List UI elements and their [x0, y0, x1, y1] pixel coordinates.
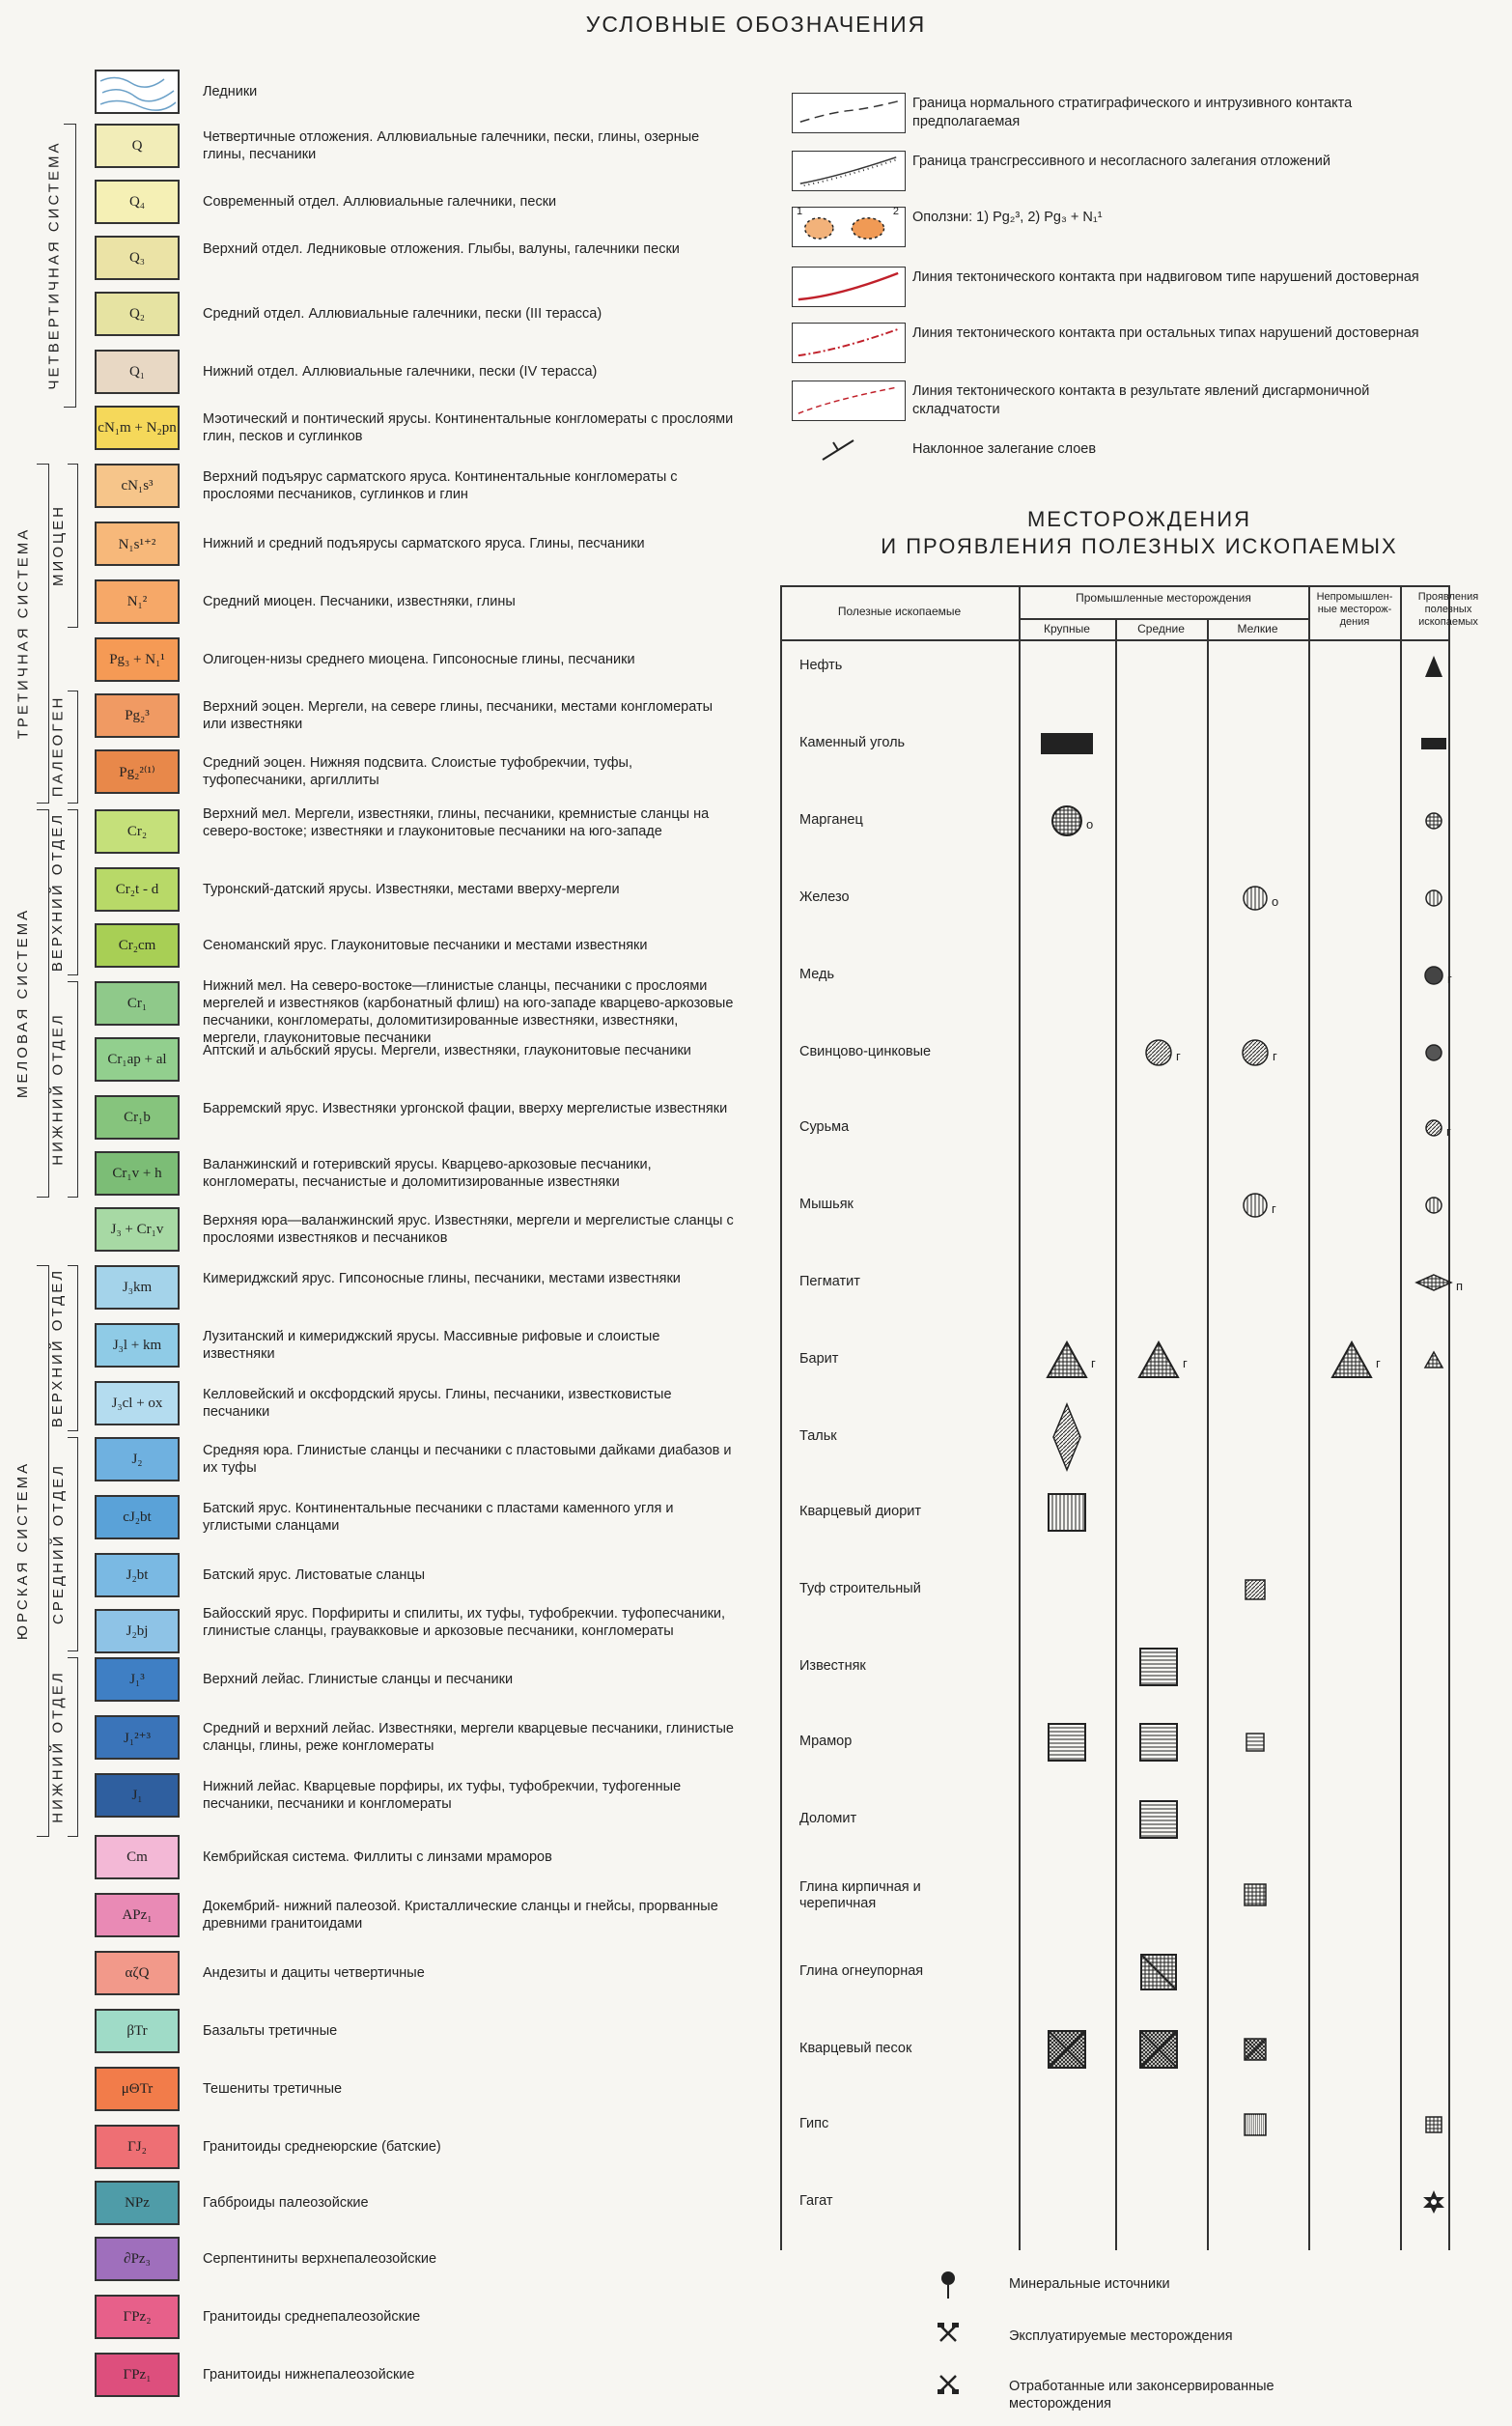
deposit-symbol-medium	[1139, 1953, 1178, 1991]
strat-description: Гранитоиды нижнепалеозойские	[203, 2367, 415, 2383]
strat-swatch	[95, 1495, 180, 1539]
strat-description: Габброиды палеозойские	[203, 2195, 369, 2211]
strat-swatch	[95, 1151, 180, 1196]
contact-symbol	[792, 267, 906, 307]
contact-symbol	[792, 381, 906, 421]
deposit-symbol-small	[1241, 1038, 1270, 1067]
deposit-symbol-large	[1039, 731, 1095, 756]
deposit-symbol-medium	[1138, 1647, 1179, 1687]
strat-code: N₁²	[126, 593, 148, 609]
strat-code: Q₄	[128, 193, 146, 210]
strat-code: Cr₂t - d	[115, 881, 159, 897]
mineral-name: Каменный уголь	[799, 735, 906, 750]
strat-code: APz₁	[122, 1906, 153, 1923]
strat-code: Pg₃ + N₁¹	[109, 651, 165, 667]
deposit-symbol-manif	[1423, 1350, 1444, 1369]
table-rule	[1308, 585, 1310, 2250]
label-cret-upper: ВЕРХНИЙ ОТДЕЛ	[49, 811, 67, 972]
strat-swatch	[95, 1381, 180, 1425]
strat-code: αζQ	[125, 1964, 150, 1981]
deposit-symbol-large	[1051, 1402, 1082, 1472]
strat-description: Сеноманский ярус. Глауконитовые песчаники и местами известняки	[203, 938, 648, 953]
mineral-name: Железо	[799, 889, 850, 905]
label-cret-lower: НИЖНИЙ ОТДЕЛ	[49, 1011, 67, 1166]
strat-description: Мэотический и понтический ярусы. Континентальные конгломераты с прослоями глин, песков и суглинков	[203, 411, 734, 444]
strat-description: Нижний мел. На северо-востоке—глинистые сланцы, песчаники с прослоями мергелей и известняков (карбонатный флиш) на юго-западе кварцево-аркозовые песчаники, конгломераты, доломитизированные известняки, известняки, мергели, глауконитовые песчаники	[203, 978, 734, 1046]
bottom-legend-text: Отработанные или законсервированные месторождения	[1009, 2379, 1274, 2412]
strat-code: ΓPz₁	[123, 2366, 152, 2383]
label-jur-lower: НИЖНИЙ ОТДЕЛ	[49, 1669, 67, 1823]
strat-code: J₁	[131, 1787, 143, 1803]
strat-code: J₁²⁺³	[124, 1730, 151, 1746]
deposit-symbol-large	[1050, 804, 1083, 837]
strat-code: Cr₁b	[124, 1109, 151, 1125]
strat-swatch	[95, 2353, 180, 2397]
strat-description: Средний отдел. Аллювиальные галечники, пески (III терасса)	[203, 306, 602, 322]
strat-swatch	[95, 124, 180, 168]
table-rule	[780, 639, 1448, 641]
strat-swatch	[95, 2237, 180, 2281]
strat-code: Cr₁ap + al	[107, 1051, 167, 1067]
strat-description: Лузитанский и кимериджский ярусы. Массивные рифовые и слоистые известняки	[203, 1329, 660, 1362]
table-header-small: Мелкие	[1237, 622, 1278, 635]
strat-description: Верхний эоцен. Мергели, на севере глины, песчаники, местами конгломераты или известняки	[203, 699, 714, 732]
contact-description: Граница нормального стратиграфического и интрузивного контакта предполагаемая	[912, 96, 1353, 129]
deposits-title	[782, 506, 1497, 560]
mineral-name: Медь	[799, 967, 835, 982]
strat-description: Докембрий- нижний палеозой. Кристаллические сланцы и гнейсы, прорванные древними гранитоидами	[203, 1899, 718, 1932]
deposit-symbol-small	[1243, 2037, 1268, 2062]
strat-swatch	[95, 2181, 180, 2225]
strat-swatch	[95, 1323, 180, 1368]
contact-description: Наклонное залегание слоев	[912, 441, 1097, 457]
strat-code: ∂Pz₃	[124, 2250, 151, 2267]
table-header-large: Крупные	[1044, 622, 1090, 635]
contact-symbol	[792, 323, 906, 363]
strat-description: Средняя юра. Глинистые сланцы и песчаники с пластовыми дайками диабазов и их туфы	[203, 1443, 732, 1476]
symbol-note: г	[1091, 1356, 1096, 1370]
strat-description: Верхняя юра—валанжинский ярус. Известняки, мергели и мергелистые сланцы с прослоями известняков и песчаников	[203, 1213, 734, 1246]
deposits-title-line2: И ПРОЯВЛЕНИЯ ПОЛЕЗНЫХ ИСКОПАЕМЫХ	[881, 534, 1398, 558]
mineral-name: Гагат	[799, 2193, 833, 2209]
strat-swatch	[95, 2067, 180, 2111]
deposits-title-line1: МЕСТОРОЖДЕНИЯ	[1026, 507, 1251, 531]
symbol-note: г	[1176, 1049, 1181, 1063]
strat-code: cJ₂bt	[123, 1509, 152, 1525]
dip-symbol-icon	[819, 435, 857, 464]
deposit-symbol-medium	[1138, 1722, 1179, 1763]
strat-swatch	[95, 1207, 180, 1252]
strat-swatch	[95, 809, 180, 854]
mineral-name: Кварцевый песок	[799, 2041, 912, 2056]
contact-symbol	[792, 151, 906, 191]
strat-description: Батский ярус. Континентальные песчаники с пластами каменного угля и углистыми сланцами	[203, 1501, 674, 1534]
bottom-legend-text: Эксплуатируемые месторождения	[1009, 2328, 1233, 2344]
mineral-name: Глина кирпичная и черепичная	[799, 1879, 921, 1911]
strat-code: μΘTr	[121, 2080, 154, 2097]
strat-description: Нижний лейас. Кварцевые порфиры, их туфы, туфобрекчии, туфогенные песчаники, песчаники и конгломераты	[203, 1779, 682, 1812]
strat-description: Байосский ярус. Порфириты и спилиты, их туфы, туфобрекчии. туфопесчаники, глинистые сланцы, граувакковые и аркозовые песчаники, конгломераты	[203, 1606, 726, 1639]
strat-description: Ледники	[203, 84, 258, 99]
strat-code: cN₁m + N₂pn	[98, 419, 177, 436]
deposit-symbol-manif	[1424, 811, 1443, 831]
table-header-minerals: Полезные ископаемые	[837, 605, 962, 618]
mineral-name: Туф строительный	[799, 1581, 921, 1596]
deposit-symbol-manif	[1419, 735, 1448, 752]
mineral-name: Свинцово-цинковые	[799, 1044, 932, 1059]
strat-swatch	[95, 579, 180, 624]
strat-code: Cr₁	[126, 995, 148, 1011]
strat-swatch	[95, 464, 180, 508]
strat-description: Средний миоцен. Песчаники, известняки, глины	[203, 594, 516, 609]
strat-description: Гранитоиды среднеюрские (батские)	[203, 2139, 441, 2155]
strat-code: J₃cl + ox	[111, 1395, 163, 1411]
strat-description: Нижний и средний подъярусы сарматского яруса. Глины, песчаники	[203, 536, 645, 551]
label-miocene: МИОЦЕН	[49, 503, 67, 586]
strat-swatch	[95, 1773, 180, 1818]
table-header-nonindustrial: Непромышлен-ные месторож-дения	[1316, 591, 1393, 628]
strat-code: Cr₂cm	[118, 937, 156, 953]
label-jurassic: ЮРСКАЯ СИСТЕМА	[14, 1460, 32, 1640]
deposit-symbol-manif	[1424, 1196, 1443, 1215]
strat-swatch	[95, 867, 180, 912]
mineral-name: Нефть	[799, 658, 843, 673]
strat-description: Четвертичные отложения. Аллювиальные галечники, пески, глины, озерные глины, песчаники	[203, 129, 700, 162]
strat-swatch	[95, 2009, 180, 2053]
mineral-name: Марганец	[799, 812, 863, 828]
hammer-cross-inverted-icon	[937, 2372, 960, 2403]
strat-description: Верхний лейас. Глинистые сланцы и песчаники	[203, 1672, 514, 1687]
legend-title: УСЛОВНЫЕ ОБОЗНАЧЕНИЯ	[585, 12, 927, 37]
deposit-symbol-manif	[1424, 1118, 1443, 1138]
contact-description: Линия тектонического контакта в результате явлений дисгармоничной складчатости	[912, 383, 1370, 417]
symbol-note: г	[1446, 1124, 1451, 1139]
strat-swatch	[95, 981, 180, 1026]
deposit-symbol-medium	[1137, 1340, 1180, 1379]
table-header-manifestations: Проявления полезных ископаемых	[1417, 591, 1479, 628]
deposit-symbol-manif	[1414, 1273, 1453, 1292]
symbol-note: г	[1376, 1356, 1381, 1370]
strat-swatch	[95, 522, 180, 566]
deposit-symbol-small	[1245, 1732, 1266, 1753]
bottom-legend-text: Минеральные источники	[1009, 2276, 1170, 2292]
deposit-symbol-small	[1242, 1192, 1269, 1219]
table-rule	[780, 585, 782, 2250]
strat-swatch	[95, 2125, 180, 2169]
strat-description: Кимериджский ярус. Гипсоносные глины, песчаники, местами известняки	[203, 1271, 681, 1286]
strat-description: Верхний отдел. Ледниковые отложения. Глыбы, валуны, галечники пески	[203, 241, 680, 257]
strat-description: Андезиты и дациты четвертичные	[203, 1965, 425, 1981]
mineral-name: Глина огнеупорная	[799, 1963, 924, 1979]
strat-swatch	[95, 1265, 180, 1310]
symbol-note: о	[1086, 817, 1094, 832]
deposit-symbol-large	[1047, 2029, 1087, 2070]
strat-code: Cr₁v + h	[112, 1165, 162, 1181]
strat-swatch	[95, 292, 180, 336]
strat-code: J₂bj	[126, 1622, 149, 1639]
strat-swatch	[95, 1715, 180, 1760]
strat-description: Барремский ярус. Известняки ургонской фации, вверху мергелистые известняки	[203, 1101, 728, 1116]
contact-symbol	[792, 207, 906, 247]
table-header-industrial: Промышленные месторождения	[1076, 591, 1251, 605]
strat-code: Q₂	[128, 305, 146, 322]
strat-description: Серпентиниты верхнепалеозойские	[203, 2251, 437, 2267]
strat-description: Аптский и альбский ярусы. Мергели, известняки, глауконитовые песчаники	[203, 1043, 691, 1058]
symbol-note: г	[1447, 972, 1452, 986]
strat-swatch	[95, 350, 180, 394]
strat-swatch	[95, 749, 180, 794]
strat-code: Q	[131, 137, 143, 154]
strat-description: Базальты третичные	[203, 2023, 338, 2039]
strat-description: Верхний мел. Мергели, известняки, глины, песчаники, кремнистые сланцы на северо-востоке; известняки и глауконитовые песчаники на юго-западе	[203, 806, 710, 839]
deposit-symbol-medium	[1138, 1799, 1179, 1840]
strat-swatch	[95, 2295, 180, 2339]
strat-code: J₃ + Cr₁v	[110, 1221, 164, 1237]
strat-code: Pg₂²⁽¹⁾	[119, 764, 155, 780]
deposit-symbol-manif	[1423, 654, 1444, 679]
strat-code: J₁³	[129, 1671, 145, 1687]
mineral-name: Пегматит	[799, 1274, 860, 1289]
strat-code: J₂bt	[126, 1566, 149, 1583]
strat-description: Туронский-датский ярусы. Известняки, местами вверху-мергели	[203, 882, 620, 897]
deposit-symbol-small	[1242, 885, 1269, 912]
strat-description: Средний и верхний лейас. Известняки, мергели кварцевые песчаники, глинистые сланцы, глины, реже конгломераты	[203, 1721, 734, 1754]
contact-description: Линия тектонического контакта при надвиговом типе нарушений достоверная	[912, 269, 1419, 285]
strat-swatch	[95, 1893, 180, 1937]
strat-description: Верхний подъярус сарматского яруса. Континентальные конгломераты с прослоями песчаников, суглинков и глин	[203, 469, 678, 502]
deposit-symbol-medium	[1138, 2029, 1179, 2070]
symbol-note: о	[1272, 894, 1279, 909]
deposit-symbol-medium	[1144, 1038, 1173, 1067]
strat-description: Келловейский и оксфордский ярусы. Глины, песчаники, известковистые песчаники	[203, 1387, 672, 1420]
label-paleogene: ПАЛЕОГЕН	[49, 694, 67, 798]
strat-description: Валанжинский и готеривский ярусы. Кварцево-аркозовые песчаники, конгломераты, песчанистые и доломитизированные известняки	[203, 1157, 652, 1190]
strat-swatch	[95, 236, 180, 280]
strat-swatch	[95, 1095, 180, 1140]
contact-description: Линия тектонического контакта при остальных типах нарушений достоверная	[912, 325, 1419, 341]
slide-number-1: 1	[797, 206, 803, 217]
table-header-medium: Средние	[1137, 622, 1185, 635]
strat-swatch	[95, 1037, 180, 1082]
mineral-name: Кварцевый диорит	[799, 1504, 922, 1519]
mineral-name: Доломит	[799, 1811, 857, 1826]
table-rule	[780, 585, 1448, 587]
strat-swatch	[95, 1951, 180, 1995]
label-quaternary: ЧЕТВЕРТИЧНАЯ СИСТЕМА	[45, 140, 63, 389]
strat-code: βTr	[126, 2022, 148, 2039]
strat-code: ΓPz₂	[123, 2308, 152, 2325]
deposit-symbol-large	[1047, 1492, 1087, 1533]
mineral-name: Известняк	[799, 1658, 866, 1674]
strat-swatch	[95, 1609, 180, 1653]
deposit-symbol-small	[1243, 2112, 1268, 2137]
contact-symbol	[792, 93, 906, 133]
strat-code: Cm	[126, 1848, 148, 1865]
strat-swatch	[95, 70, 180, 114]
mineral-name: Мышьяк	[799, 1197, 854, 1212]
strat-description: Кембрийская система. Филлиты с линзами мраморов	[203, 1849, 552, 1865]
strat-code: J₂	[131, 1451, 143, 1467]
table-rule	[1400, 585, 1402, 2250]
table-rule	[1207, 618, 1209, 2250]
symbol-note: г	[1272, 1201, 1276, 1216]
strat-swatch	[95, 637, 180, 682]
label-jur-upper: ВЕРХНИЙ ОТДЕЛ	[49, 1267, 67, 1427]
deposit-symbol-manif	[1424, 889, 1443, 908]
strat-description: Олигоцен-низы среднего миоцена. Гипсоносные глины, песчаники	[203, 652, 635, 667]
hammer-cross-icon	[937, 2322, 960, 2353]
table-rule	[1019, 585, 1021, 2250]
mineral-name: Тальк	[799, 1428, 837, 1444]
deposit-symbol-manif	[1424, 1043, 1443, 1062]
strat-code: Q₃	[128, 249, 146, 266]
contact-description: Граница трансгрессивного и несогласного залегания отложений	[912, 154, 1330, 169]
mineral-name: Сурьма	[799, 1119, 850, 1135]
strat-code: Cr₂	[126, 823, 148, 839]
strat-code: ΓJ₂	[127, 2138, 147, 2155]
strat-code: N₁s¹⁺²	[118, 536, 156, 552]
label-tertiary: ТРЕТИЧНАЯ СИСТЕМА	[14, 526, 32, 739]
slide-number-2: 2	[892, 206, 899, 217]
table-rule	[1115, 618, 1117, 2250]
deposit-symbol-small	[1243, 1882, 1268, 1907]
spring-icon	[937, 2270, 960, 2300]
label-cretaceous: МЕЛОВАЯ СИСТЕМА	[14, 907, 32, 1098]
table-rule	[1019, 618, 1308, 620]
strat-swatch	[95, 1437, 180, 1481]
symbol-note: п	[1456, 1279, 1464, 1293]
deposit-symbol-manif	[1423, 965, 1444, 986]
strat-code: J₃l + km	[112, 1337, 162, 1353]
strat-swatch	[95, 180, 180, 224]
strat-description: Гранитоиды среднепалеозойские	[203, 2309, 421, 2325]
strat-swatch	[95, 1553, 180, 1597]
strat-swatch	[95, 693, 180, 738]
deposit-symbol-large	[1047, 1722, 1087, 1763]
symbol-note: г	[1273, 1049, 1277, 1063]
deposit-symbol-nonind	[1330, 1340, 1373, 1379]
deposit-symbol-manif	[1424, 2115, 1443, 2134]
strat-description: Средний эоцен. Нижняя подсвита. Слоистые туфобрекчии, туфы, туфопесчаники, аргиллиты	[203, 755, 633, 788]
mineral-name: Гипс	[799, 2116, 829, 2131]
strat-code: NPz	[125, 2194, 150, 2211]
contact-description: Оползни: 1) Pg₂³, 2) Pg₃ + N₁¹	[912, 210, 1103, 225]
mineral-name: Мрамор	[799, 1734, 853, 1749]
strat-code: Q₁	[128, 363, 146, 380]
strat-description: Нижний отдел. Аллювиальные галечники, пески (IV терасса)	[203, 364, 598, 380]
deposit-symbol-small	[1244, 1578, 1267, 1601]
strat-description: Батский ярус. Листоватые сланцы	[203, 1567, 426, 1583]
table-rule	[1448, 585, 1450, 2250]
strat-swatch	[95, 1657, 180, 1702]
symbol-note: г	[1183, 1356, 1188, 1370]
strat-description: Современный отдел. Аллювиальные галечники, пески	[203, 194, 557, 210]
mineral-name: Барит	[799, 1351, 839, 1367]
strat-code: J₃km	[122, 1279, 153, 1295]
strat-swatch	[95, 923, 180, 968]
strat-code: Pg₂³	[125, 707, 150, 723]
strat-swatch	[95, 1835, 180, 1879]
strat-code: cN₁s³	[121, 477, 154, 494]
deposit-symbol-manif	[1421, 2189, 1446, 2214]
strat-description: Тешениты третичные	[203, 2081, 343, 2097]
strat-swatch	[95, 406, 180, 450]
label-jur-middle: СРЕДНИЙ ОТДЕЛ	[49, 1462, 67, 1624]
deposit-symbol-large	[1046, 1340, 1088, 1379]
